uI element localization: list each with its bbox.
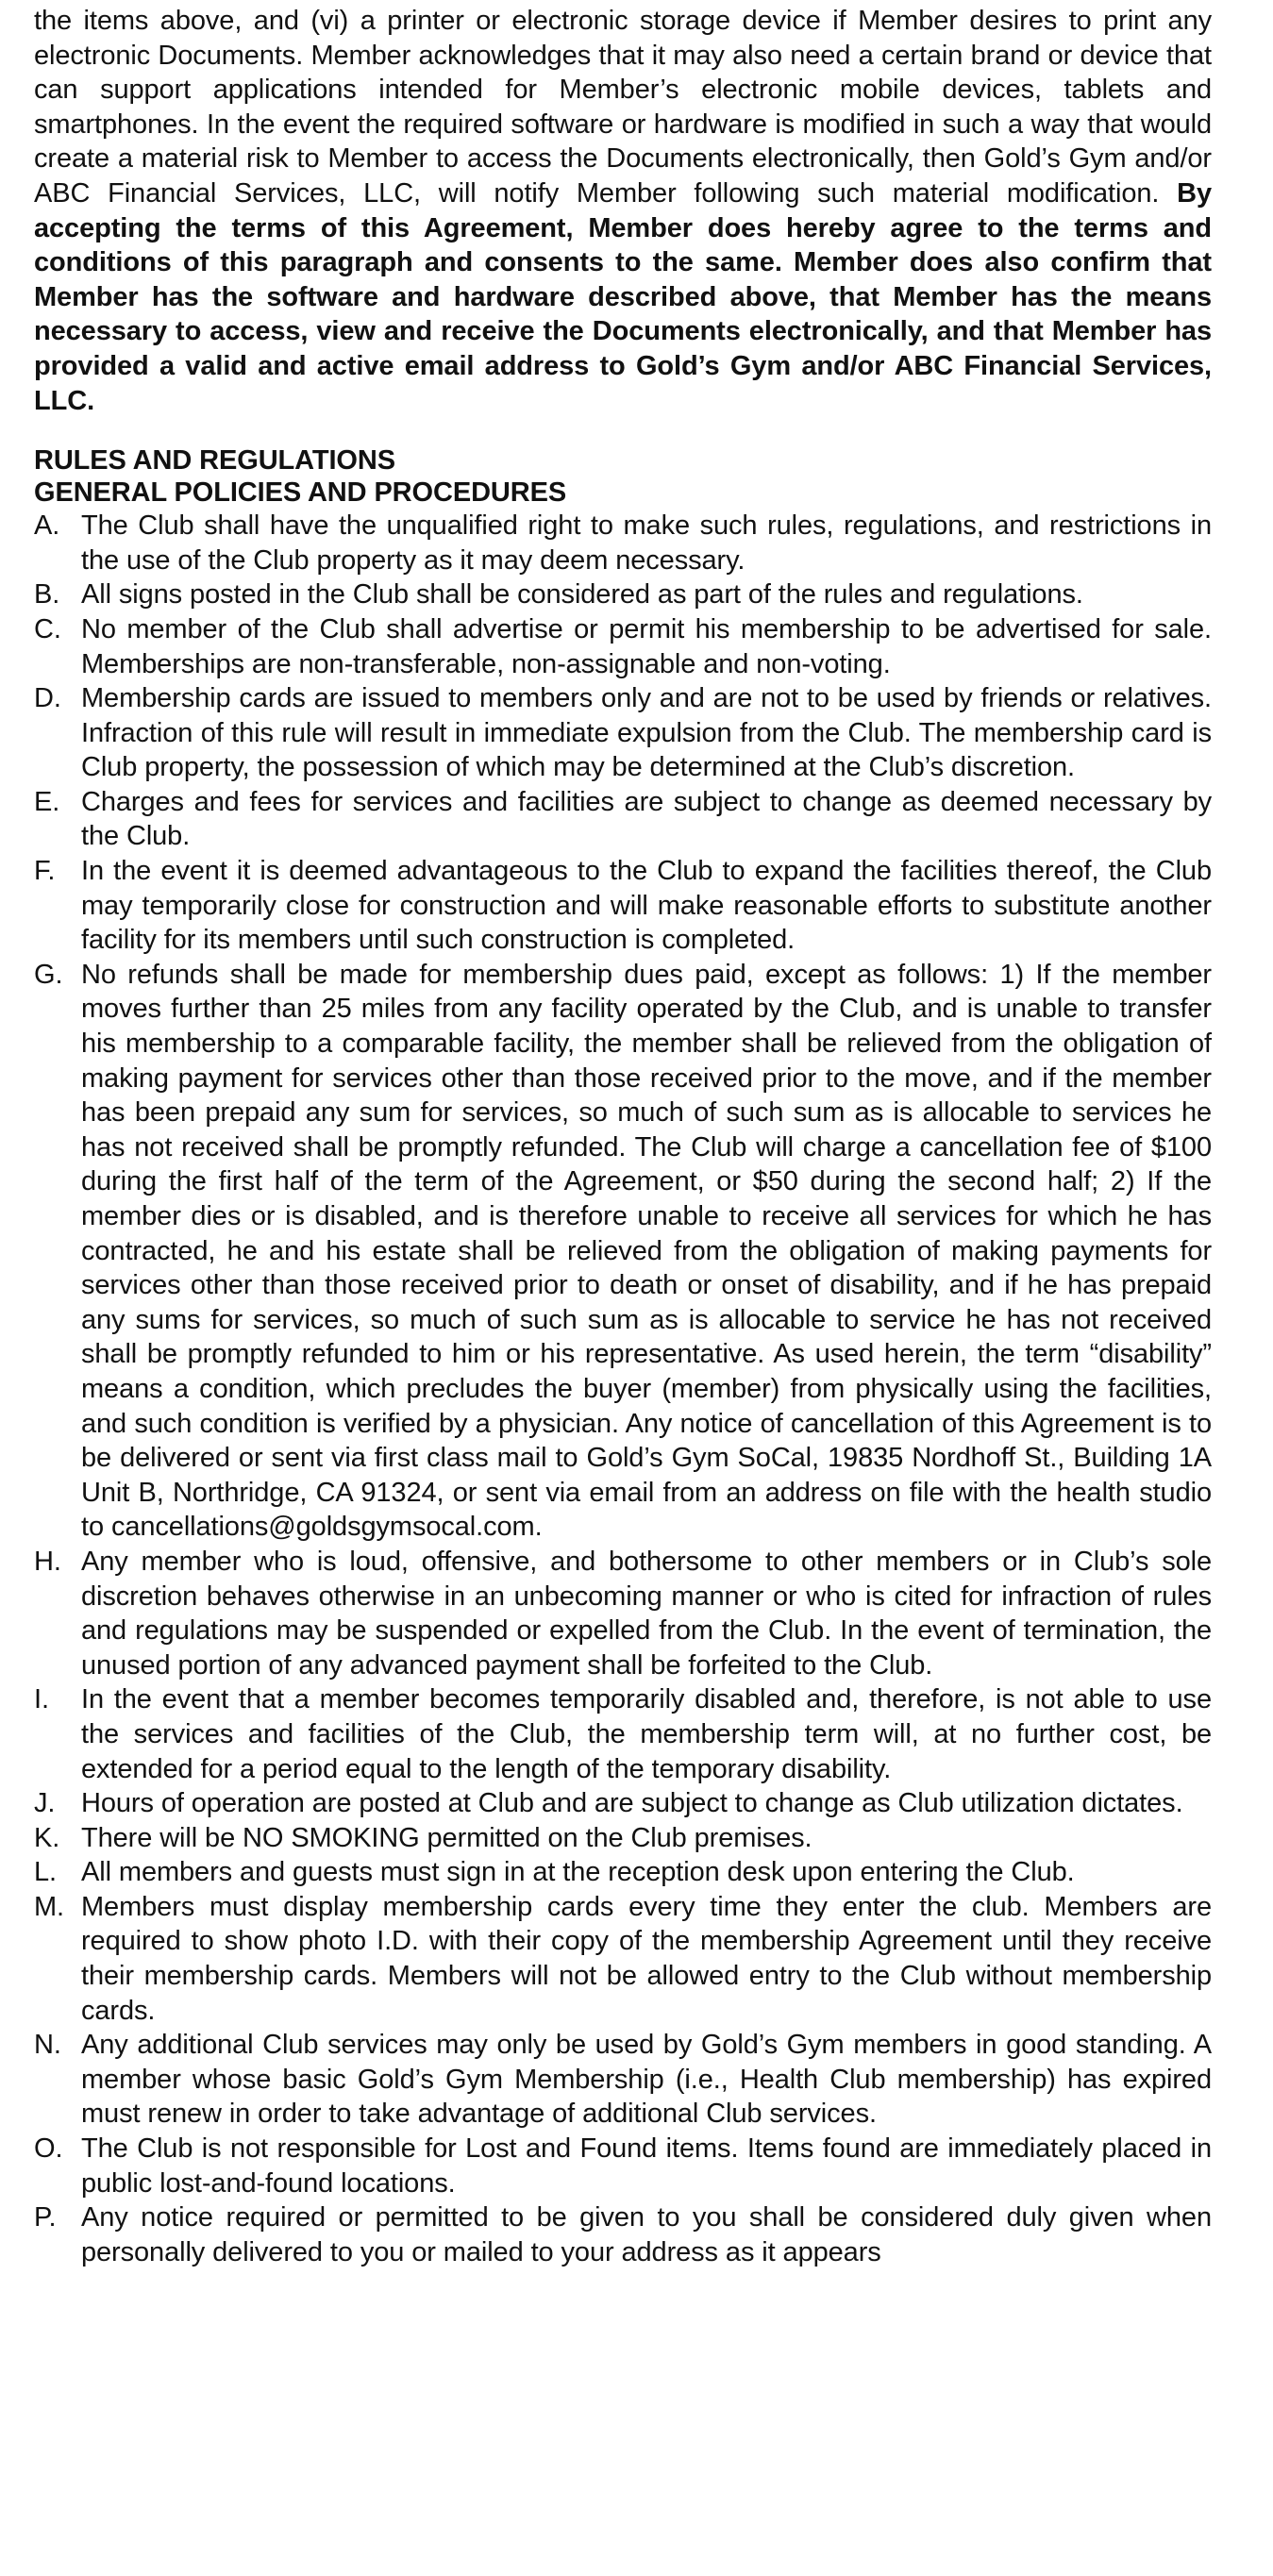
rule-letter: C. — [34, 613, 61, 644]
rule-text: Charges and fees for services and facilities are subject to change as deemed necessary by the Club. — [81, 786, 1212, 852]
rule-letter: I. — [34, 1684, 49, 1715]
rule-item-p — [34, 2200, 1212, 2269]
rule-item-h — [34, 1545, 1212, 1682]
rules-list — [34, 509, 1212, 2269]
rule-item-b — [34, 577, 1212, 612]
rule-text: All signs posted in the Club shall be considered as part of the rules and regulations. — [81, 579, 1083, 611]
rule-letter: O. — [34, 2133, 63, 2165]
rule-text: Any notice required or permitted to be given to you shall be considered duly given when personally delivered to you or mailed to your address as it appears — [81, 2202, 1212, 2267]
rule-letter: D. — [34, 683, 61, 714]
rule-item-c — [34, 612, 1212, 681]
rule-letter: H. — [34, 1546, 61, 1577]
rule-item-a — [34, 509, 1212, 577]
rule-text: In the event that a member becomes temporarily disabled and, therefore, is not able to use the services and facilities of the Club, the membership term will, at no further cost, be extended for a period equal to the length of the temporary disability. — [81, 1684, 1212, 1784]
rule-text: Members must display membership cards every time they enter the club. Members are required to show photo I.D. with their copy of the membership Agreement until they receive their membership cards. Members will not be allowed entry to the Club without membership cards. — [81, 1891, 1212, 2026]
rule-text: No member of the Club shall advertise or permit his membership to be advertised for sale. Memberships are non-transferable, non-assignable and non-voting. — [81, 613, 1212, 679]
rule-text: Any additional Club services may only be used by Gold’s Gym members in good standing. A member whose basic Gold’s Gym Membership (i.e., Health Club membership) has expired must renew in order to take advantage of additional Club services. — [81, 2030, 1212, 2130]
rules-heading-block — [34, 444, 1212, 509]
rule-item-o — [34, 2132, 1212, 2200]
rule-letter: F. — [34, 856, 56, 887]
rule-text: Any member who is loud, offensive, and bothersome to other members or in Club’s sole discretion behaves otherwise in an unbecoming manner or who is cited for infraction of rules and regulations may be suspended or expelled from the Club. In the event of termination, the unused portion of any advanced payment shall be forfeited to the Club. — [81, 1546, 1212, 1681]
intro-text: the items above, and (vi) a printer or electronic storage device if Member desires to print any electronic Documents. Member acknowledges that it may also need a certain brand or device that can support applications intended for Member’s electronic mobile devices, tablets and smartphones. In the event the required software or hardware is modified in such a way that would create a material risk to Member to access the Documents electronically, then Gold’s Gym and/or ABC Financial Services, LLC, will notify Member following such material modification. — [34, 6, 1212, 209]
rule-letter: B. — [34, 579, 60, 611]
rule-text: The Club is not responsible for Lost and Found items. Items found are immediately placed in public lost-and-found locations. — [81, 2133, 1212, 2199]
rule-item-d — [34, 681, 1212, 785]
rule-text: Membership cards are issued to members only and are not to be used by friends or relatives. Infraction of this rule will result in immediate expulsion from the Club. The membership card is Club property, the possession of which may be determined at the Club’s discretion. — [81, 683, 1212, 783]
rule-item-m — [34, 1890, 1212, 2028]
rule-item-n — [34, 2028, 1212, 2132]
rule-text: All members and guests must sign in at the reception desk upon entering the Club. — [81, 1857, 1075, 1888]
rule-letter: N. — [34, 2030, 61, 2061]
rule-item-k — [34, 1821, 1212, 1856]
rule-item-j — [34, 1786, 1212, 1821]
rule-text: In the event it is deemed advantageous to the Club to expand the facilities thereof, the Club may temporarily close for construction and will make reasonable efforts to substitute another facility for its members until such construction is completed. — [81, 856, 1212, 956]
intro-bold-text: By accepting the terms of this Agreement, Member does hereby agree to the terms and conditions of this paragraph and consents to the same. Member does also confirm that Member has the software and hardware described above, that Member has the means necessary to access, view and receive the Documents electronically, and that Member has provided a valid and active email address to Gold’s Gym and/or ABC Financial Services, LLC. — [34, 177, 1212, 416]
rule-letter: A. — [34, 510, 60, 542]
rule-letter: E. — [34, 786, 60, 817]
rule-text: Hours of operation are posted at Club and are subject to change as Club utilization dictates. — [81, 1788, 1183, 1819]
rule-item-g — [34, 958, 1212, 1545]
rule-letter: L. — [34, 1857, 57, 1888]
rule-item-i — [34, 1682, 1212, 1786]
intro-paragraph — [34, 4, 1212, 418]
rule-letter: J. — [34, 1788, 56, 1819]
rule-item-l — [34, 1855, 1212, 1890]
rule-letter: K. — [34, 1822, 60, 1853]
rule-letter: G. — [34, 959, 63, 990]
rule-text: There will be NO SMOKING permitted on the Club premises. — [81, 1822, 812, 1853]
rule-text: No refunds shall be made for membership dues paid, except as follows: 1) If the member moves further than 25 miles from any facility operated by the Club, and is unable to transfer his membership to a comparable facility, the member shall be relieved from the obligation of making payment for services other than those received prior to the move, and if the member has been prepaid any sum for services, so much of such sum as is allocable to services he has not received shall be promptly refunded. The Club will charge a cancellation fee of $100 during the first half of the term of the Agreement, or $50 during the second half; 2) If the member dies or is disabled, and is therefore unable to receive all services for which he has contracted, he and his estate shall be relieved from the obligation of making payments for services other than those received prior to death or onset of disability, and if he has prepaid any sums for services, so much of such sum as is allocable to service he has not received shall be promptly refunded to him or his representative. As used herein, the term “disability” means a condition, which precludes the buyer (member) from physically using the facilities, and such condition is verified by a physician. Any notice of cancellation of this Agreement is to be delivered or sent via first class mail to Gold’s Gym SoCal, 19835 Nordhoff St., Building 1A Unit B, Northridge, CA 91324, or sent via email from an address on file with the health studio to cancellations@goldsgymsocal.com. — [81, 959, 1212, 1543]
rule-text: The Club shall have the unqualified right to make such rules, regulations, and restrictions in the use of the Club property as it may deem necessary. — [81, 510, 1212, 576]
section-heading: RULES AND REGULATIONS — [34, 445, 395, 477]
rule-letter: M. — [34, 1891, 65, 1922]
subsection-heading: GENERAL POLICIES AND PROCEDURES — [34, 477, 567, 509]
rule-item-f — [34, 854, 1212, 958]
rule-letter: P. — [34, 2202, 57, 2233]
rule-item-e — [34, 785, 1212, 854]
document-page — [34, 4, 1212, 2269]
